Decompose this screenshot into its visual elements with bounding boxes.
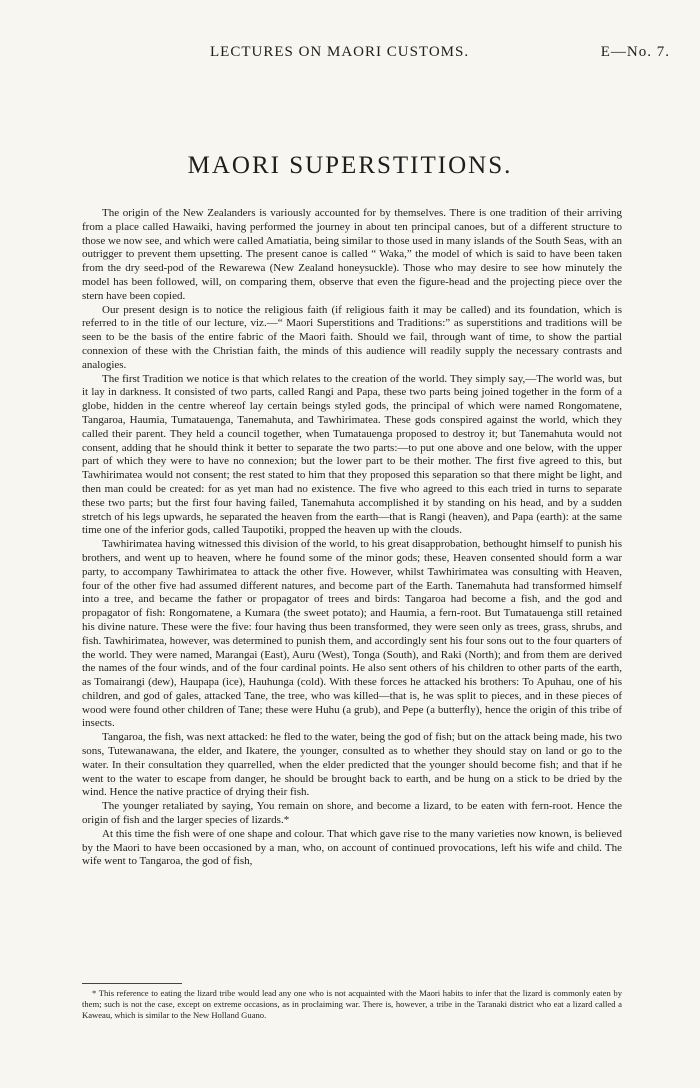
paragraph: The younger retaliated by saying, You remain on shore, and become a lizard, to be eaten with fern-root. Hence the origin of fish and the larger species of lizards.*	[82, 800, 622, 827]
page-title: MAORI SUPERSTITIONS.	[187, 152, 513, 179]
paragraph: At this time the fish were of one shape and colour. That which gave rise to the many varieties now known, is believed by the Maori to have been occasioned by a man, who, on account of continued provocations, left his wife and child. The wife went to Tangaroa, the god of fish,	[82, 827, 622, 868]
footnote	[82, 988, 622, 1021]
footnote-text: * This reference to eating the lizard tribe would lead any one who is not acquainted with the Maori habits to infer that the lizard is commonly eaten by them; such is not the case, except on extreme occasions, as in proclaiming war. There is, however, a tribe in the Taranaki district who eat a lizard called a Kaweau, which is similar to the New Holland Guano.	[82, 988, 622, 1020]
paragraph: Tangaroa, the fish, was next attacked: he fled to the water, being the god of fish; but on the attack being made, his two sons, Tutewanawana, the elder, and Ikatere, the younger, consulted as to whether they should stay on land or go to the water. In their consultation they quarrelled, when the elder predicted that the younger should become fish; and that if he went to the water to escape from danger, he should be brought back to earth, and be hung on a stick to be dried by the wind. Hence the native practice of drying their fish.	[82, 731, 622, 799]
article-body	[82, 207, 622, 869]
footnote-divider	[82, 983, 182, 984]
document-reference: E—No. 7.	[600, 44, 670, 60]
paragraph: Tawhirimatea having witnessed this division of the world, to his great disapprobation, bethought himself to punish his brothers, and went up to heaven, where he found some of the minor gods; these, Heaven consented should form a war party, to accompany Tawhirimatea to attack the other five. However, whilst Tawhirimatea was consulting with Heaven, four of the other five had assumed different natures, and become part of the Earth. Tanemahuta had transformed himself into a tree, and became the father or propagator of trees and birds: Tangaroa had become a fish, and the god and propagator of fish: Rongomatene, a Kumara (the sweet potato); and Haumia, a fern-root. But Tumatauenga still retained his divine nature. These were the five: four having thus been transformed, they were seen only as trees, grass, shrubs, and fish. Tawhirimatea, however, was determined to punish them, and accordingly sent his four sons out to the four quarters of the world. They were named, Marangai (East), Auru (West), Tonga (South), and Raki (North); and from them are derived the names of the four winds, and of the four cardinal points. He also sent others of his children to other parts of the earth, as Tomairangi (dew), Haupapa (ice), Hauhunga (cold). With these forces he attacked his brothers: To Apuhau, one of his children, and god of gales, attacked Tane, the tree, who was killed—that is, he was split to pieces, and in these pieces of wood were found other children of Tane; these were Huhu (a grub), and Pepe (a butterfly), hence the origin of this tribe of insects.	[82, 538, 622, 730]
paragraph: Our present design is to notice the religious faith (if religious faith it may be called) and its foundation, which is referred to in the title of our lecture, viz.—“ Maori Superstitions and Traditions:” as superstitions and traditions will be seen to be the basis of the entire fabric of the Maori faith. Should we fail, through want of time, to show the partial connexion of these with the Christian faith, the minds of this audience will readily supply the necessary contrasts and analogies.	[82, 303, 622, 371]
paragraph: The first Tradition we notice is that which relates to the creation of the world. They simply say,—The world was, but it lay in darkness. It consisted of two parts, called Rangi and Papa, these two parts being joined together in the form of a globe, hidden in the centre whereof lay certain beings styled gods, the principal of which were named Rongomatene, Tangaroa, Haumia, Tumatauenga, Tanemahuta, and Tawhirimatea. These gods conspired against the world, which they called their parent. They held a council together, when Tumatauenga proposed to destroy it; but Tanemahuta would not consent, adding that he should think it better to separate the two parts:—to put one above and one below, with the upper part of which they were to have no connexion; but the lower part to be their mother. The first five agreed to this, but Tawhirimatea would not consent; the rest stated to him that they proposed this separation so that there might be light, and then man could be created: for as yet man had no existence. The five who agreed to this each tried in turns to separate these two parts; but the first four having failed, Tanemahuta accomplished it by standing on his head, and by a sudden stretch of his legs upwards, he separated the heaven from the earth—that is Rangi (heaven), and Papa (earth): at the same time one of the inferior gods, called Taupotiki, propped the heaven up with the clouds.	[82, 372, 622, 537]
paragraph: The origin of the New Zealanders is variously accounted for by themselves. There is one tradition of their arriving from a place called Hawaiki, having performed the journey in about ten principal canoes, but of a different structure to those we now see, and which were called Amatiatia, being similar to those used in many islands of the South Seas, with an outrigger to prevent them upsetting. The present canoe is called “ Waka,” the model of which is said to have been taken from the dry seed-pod of the Rewarewa (New Zealand honeysuckle). Those who may desire to see how minutely the model has been followed, will, on comparing them, observe that even the figure-head and the projecting piece over the stern have been copied.	[82, 207, 622, 302]
page-header	[0, 44, 700, 64]
running-title: LECTURES ON MAORI CUSTOMS.	[210, 44, 470, 60]
